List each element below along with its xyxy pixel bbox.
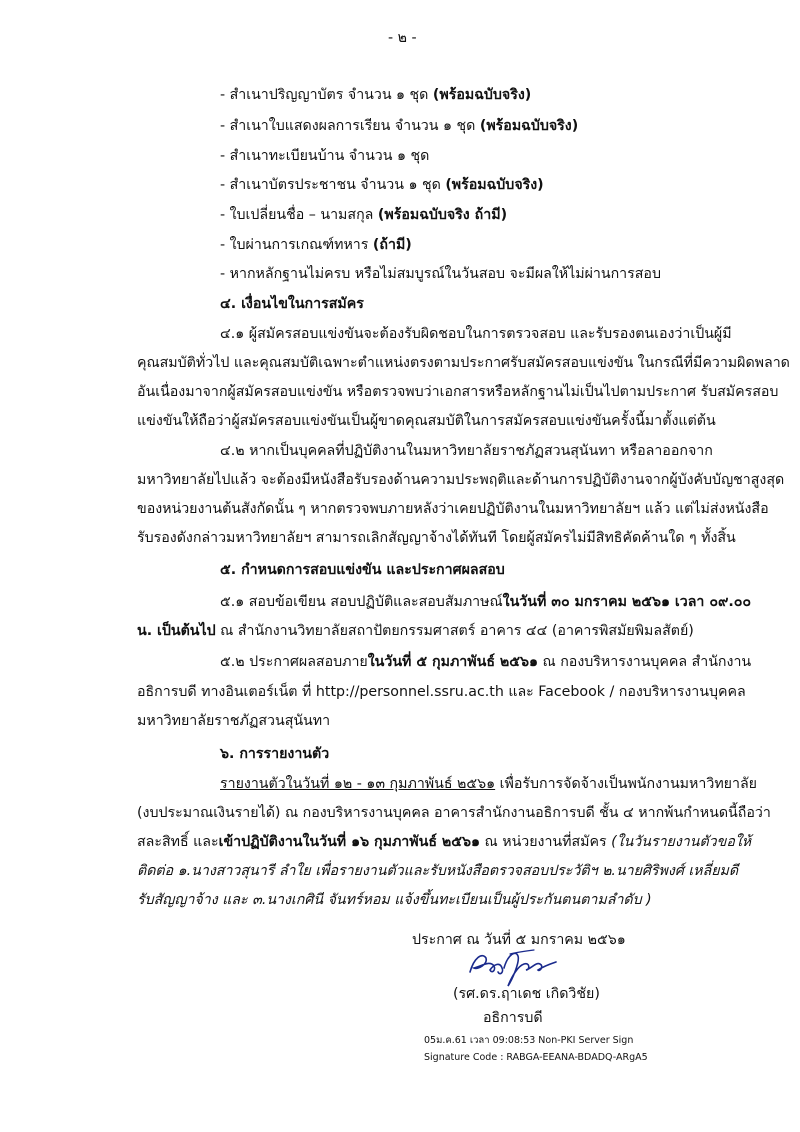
s5-p1-line: น. เป็นต้นไป ณ สำนักงานวิทยาลัยสถาปัตยกรรมศาสตร์ อาคาร ๔๔ (อาคารพิสมัยพิมลสัตย์): [137, 623, 694, 639]
s5-p1-line: ๕.๑ สอบข้อเขียน สอบปฏิบัติและสอบสัมภาษณ์ในวันที่ ๓๐ มกราคม ๒๕๖๑ เวลา ๐๙.๐๐: [220, 594, 752, 610]
signature-image: [460, 940, 570, 990]
s6-line: (งบประมาณเงินรายได้) ณ กองบริหารงานบุคคล อาคารสำนักงานอธิการบดี ชั้น ๔ หากพ้นกำหนดนี้ถือว่า: [137, 805, 771, 821]
document-item: - ใบผ่านการเกณฑ์ทหาร (ถ้ามี): [220, 237, 412, 253]
s5-p2-line: อธิการบดี ทางอินเตอร์เน็ต ที่ http://personnel.ssru.ac.th และ Facebook / กองบริหารงานบุคคล: [137, 684, 746, 700]
sign-stamp: 05ม.ค.61 เวลา 09:08:53 Non-PKI Server Sign: [424, 1035, 634, 1046]
section-5-heading: ๕. กำหนดการสอบแข่งขัน และประกาศผลสอบ: [220, 562, 505, 578]
s6-line: รับสัญญาจ้าง และ ๓.นางเกศินี จันทร์หอม แจ้งขึ้นทะเบียนเป็นผู้ประกันตนตามลำดับ ): [137, 892, 652, 908]
document-item: - สำเนาทะเบียนบ้าน จำนวน ๑ ชุด: [220, 148, 430, 164]
sign-code: Signature Code : RABGA-EEANA-BDADQ-ARgA5: [424, 1052, 648, 1063]
s4-p2-line: ๔.๒ หากเป็นบุคคลที่ปฏิบัติงานในมหาวิทยาลัยราชภัฏสวนสุนันทา หรือลาออกจาก: [220, 443, 713, 459]
s4-p2-line: ของหน่วยงานต้นสังกัดนั้น ๆ หากตรวจพบภายหลังว่าเคยปฏิบัติงานในมหาวิทยาลัยฯ แล้ว แต่ไม่ส่งหนังสือ: [137, 501, 769, 517]
s4-p1-line: ๔.๑ ผู้สมัครสอบแข่งขันจะต้องรับผิดชอบในการตรวจสอบ และรับรองตนเองว่าเป็นผู้มี: [220, 326, 732, 342]
s6-line: รายงานตัวในวันที่ ๑๒ - ๑๓ กุมภาพันธ์ ๒๕๖๑ เพื่อรับการจัดจ้างเป็นพนักงานมหาวิทยาลัย: [220, 776, 757, 792]
s6-line: ติดต่อ ๑.นางสาวสุนารี ลำใย เพื่อรายงานตัวและรับหนังสือตรวจสอบประวัติฯ ๒.นายศิริพงศ์ เหลี่ยมดี: [137, 863, 739, 879]
signer-title: อธิการบดี: [483, 1010, 543, 1026]
section-6-heading: ๖. การรายงานตัว: [220, 746, 330, 762]
document-item: - สำเนาปริญญาบัตร จำนวน ๑ ชุด (พร้อมฉบับจริง): [220, 87, 532, 103]
section-4-heading: ๔. เงื่อนไขในการสมัคร: [220, 296, 364, 312]
s6-line: สละสิทธิ์ และเข้าปฏิบัติงานในวันที่ ๑๖ กุมภาพันธ์ ๒๕๖๑ ณ หน่วยงานที่สมัคร (ในวันรายงานตัวขอให้: [137, 834, 752, 850]
document-item: - สำเนาใบแสดงผลการเรียน จำนวน ๑ ชุด (พร้อมฉบับจริง): [220, 118, 579, 134]
document-item: - สำเนาบัตรประชาชน จำนวน ๑ ชุด (พร้อมฉบับจริง): [220, 177, 544, 193]
signer-name: (รศ.ดร.ฤาเดช เกิดวิชัย): [453, 986, 600, 1002]
s4-p1-line: คุณสมบัติทั่วไป และคุณสมบัติเฉพาะตำแหน่งตรงตามประกาศรับสมัครสอบแข่งขัน ในกรณีที่มีความผิดพลาด: [137, 355, 790, 371]
s5-p2-line: มหาวิทยาลัยราชภัฏสวนสุนันทา: [137, 713, 331, 729]
document-item: - ใบเปลี่ยนชื่อ – นามสกุล (พร้อมฉบับจริง ถ้ามี): [220, 207, 508, 223]
document-item: - หากหลักฐานไม่ครบ หรือไม่สมบูรณ์ในวันสอบ จะมีผลให้ไม่ผ่านการสอบ: [220, 266, 661, 282]
announce-date: ประกาศ ณ วันที่ ๕ มกราคม ๒๕๖๑: [412, 932, 626, 948]
s4-p1-line: แข่งขันให้ถือว่าผู้สมัครสอบแข่งขันเป็นผู้ขาดคุณสมบัติในการสมัครสอบแข่งขันครั้งนี้มาตั้งแต่ต้น: [137, 413, 716, 429]
s4-p2-line: มหาวิทยาลัยไปแล้ว จะต้องมีหนังสือรับรองด้านความประพฤติและด้านการปฏิบัติงานจากผู้บังคับบัญชาสูงสุด: [137, 472, 785, 488]
s4-p2-line: รับรองดังกล่าวมหาวิทยาลัยฯ สามารถเลิกสัญญาจ้างได้ทันที โดยผู้สมัครไม่มีสิทธิคัดค้านใด ๆ ทั้งสิ้น: [137, 530, 736, 546]
page-number: - ๒ -: [388, 30, 417, 46]
s5-p2-line: ๕.๒ ประกาศผลสอบภายในวันที่ ๕ กุมภาพันธ์ ๒๕๖๑ ณ กองบริหารงานบุคคล สำนักงาน: [220, 654, 752, 670]
s4-p1-line: อันเนื่องมาจากผู้สมัครสอบแข่งขัน หรือตรวจพบว่าเอกสารหรือหลักฐานไม่เป็นไปตามประกาศ รับสมัครสอบ: [137, 384, 779, 400]
